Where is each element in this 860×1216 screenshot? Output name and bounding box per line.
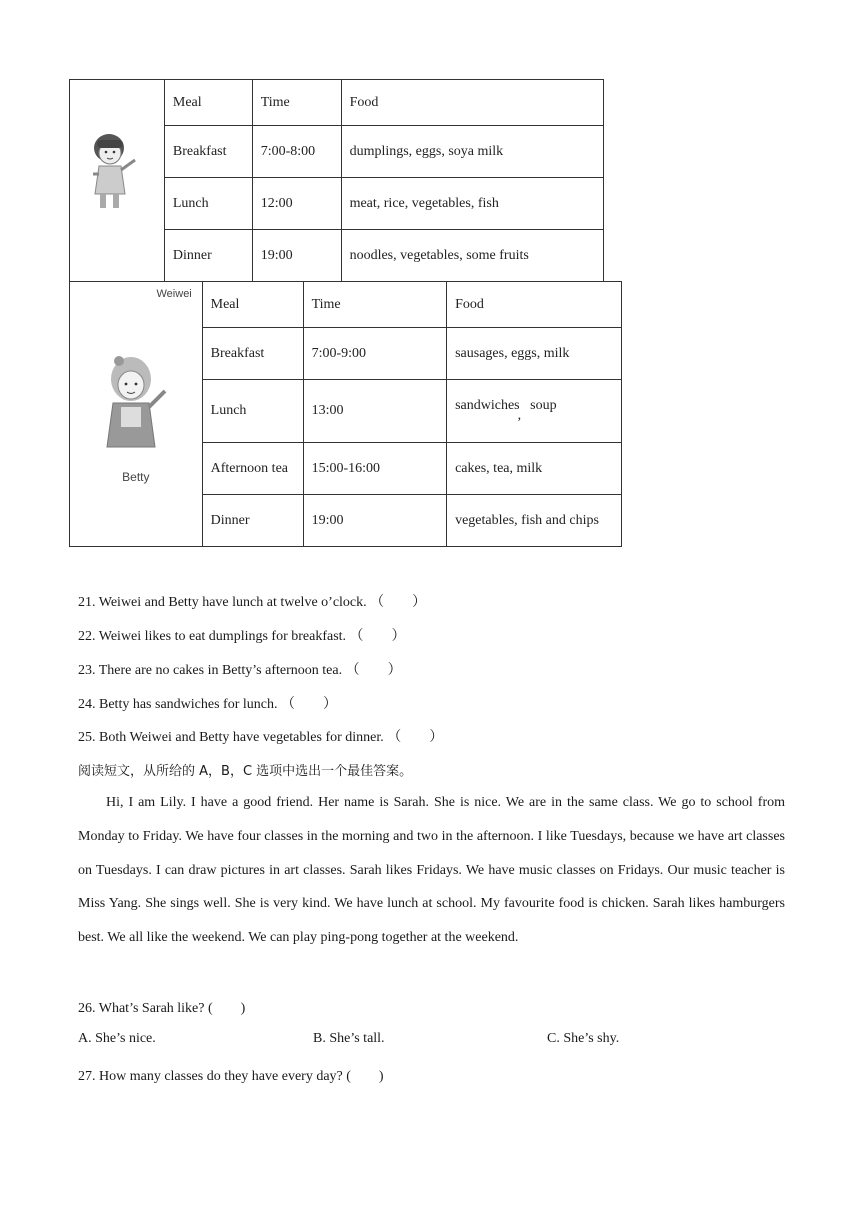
weiwei-caption: Weiwei <box>156 287 192 300</box>
food-cell: sausages, eggs, milk <box>447 328 622 380</box>
time-cell: 7:00-9:00 <box>303 328 447 380</box>
food-cell: noodles, vegetables, some fruits <box>341 230 603 282</box>
question-27: 27. How many classes do they have every day? ( ) <box>78 1069 384 1084</box>
question-25: 25. Both Weiwei and Betty have vegetables for dinner. （ ） <box>78 730 444 745</box>
time-cell: 7:00-8:00 <box>252 126 341 178</box>
time-cell: 13:00 <box>303 380 447 443</box>
reading-passage: Hi, I am Lily. I have a good friend. Her name is Sarah. She is nice. We are in the same class. We go to school from Monday to Friday. We have four classes in the morning and two in the afternoon. I like Tuesdays, because we have art classes on Tuesdays. I can draw pictures in art classes. Sarah likes Fridays. We have music classes on Fridays. Our music teacher is Miss Yang. She sings well. She is very kind. We have lunch at school. My favourite food is chicken. Sarah likes hamburgers best. We all like the weekend. We can play ping-pong together at the weekend. <box>78 795 785 946</box>
food-item-sandwiches: sandwiches <box>455 398 520 413</box>
betty-schedule-table <box>69 281 622 547</box>
time-cell: 12:00 <box>252 178 341 230</box>
betty-caption: Betty <box>122 469 150 484</box>
question-26: 26. What’s Sarah like? ( ) <box>78 1001 246 1016</box>
header-food: Food <box>447 282 622 328</box>
q26-option-a: A. She’s nice. <box>78 1031 156 1046</box>
question-21: 21. Weiwei and Betty have lunch at twelve o’clock. （ ） <box>78 595 427 610</box>
meal-cell: Lunch <box>202 380 303 443</box>
meal-cell: Dinner <box>202 495 303 547</box>
header-time: Time <box>252 80 341 126</box>
meal-cell: Breakfast <box>164 126 252 178</box>
q26-option-b: B. She’s tall. <box>313 1031 385 1046</box>
weiwei-girl-illustration <box>77 118 157 238</box>
betty-girl-illustration <box>91 345 181 465</box>
header-meal: Meal <box>164 80 252 126</box>
meal-cell: Lunch <box>164 178 252 230</box>
time-cell: 15:00-16:00 <box>303 443 447 495</box>
food-cell <box>447 380 622 443</box>
header-time: Time <box>303 282 447 328</box>
meal-cell: Afternoon tea <box>202 443 303 495</box>
food-cell: cakes, tea, milk <box>447 443 622 495</box>
comma-separator: , <box>517 408 522 423</box>
weiwei-schedule-table <box>69 79 604 300</box>
question-24: 24. Betty has sandwiches for lunch. （ ） <box>78 697 337 712</box>
q26-option-c: C. She’s shy. <box>547 1031 620 1046</box>
header-meal: Meal <box>202 282 303 328</box>
food-cell: meat, rice, vegetables, fish <box>341 178 603 230</box>
meal-cell: Breakfast <box>202 328 303 380</box>
header-food: Food <box>341 80 603 126</box>
food-cell: dumplings, eggs, soya milk <box>341 126 603 178</box>
time-cell: 19:00 <box>252 230 341 282</box>
time-cell: 19:00 <box>303 495 447 547</box>
question-23: 23. There are no cakes in Betty’s afternoon tea. （ ） <box>78 663 402 678</box>
betty-picture-cell <box>70 282 203 547</box>
meal-cell: Dinner <box>164 230 252 282</box>
food-cell: vegetables, fish and chips <box>447 495 622 547</box>
section-instruction: 阅读短文，从所给的 A，B，C 选项中选出一个最佳答案。 <box>78 764 413 779</box>
food-item-soup: soup <box>530 398 557 413</box>
question-22: 22. Weiwei likes to eat dumplings for breakfast. （ ） <box>78 629 406 644</box>
